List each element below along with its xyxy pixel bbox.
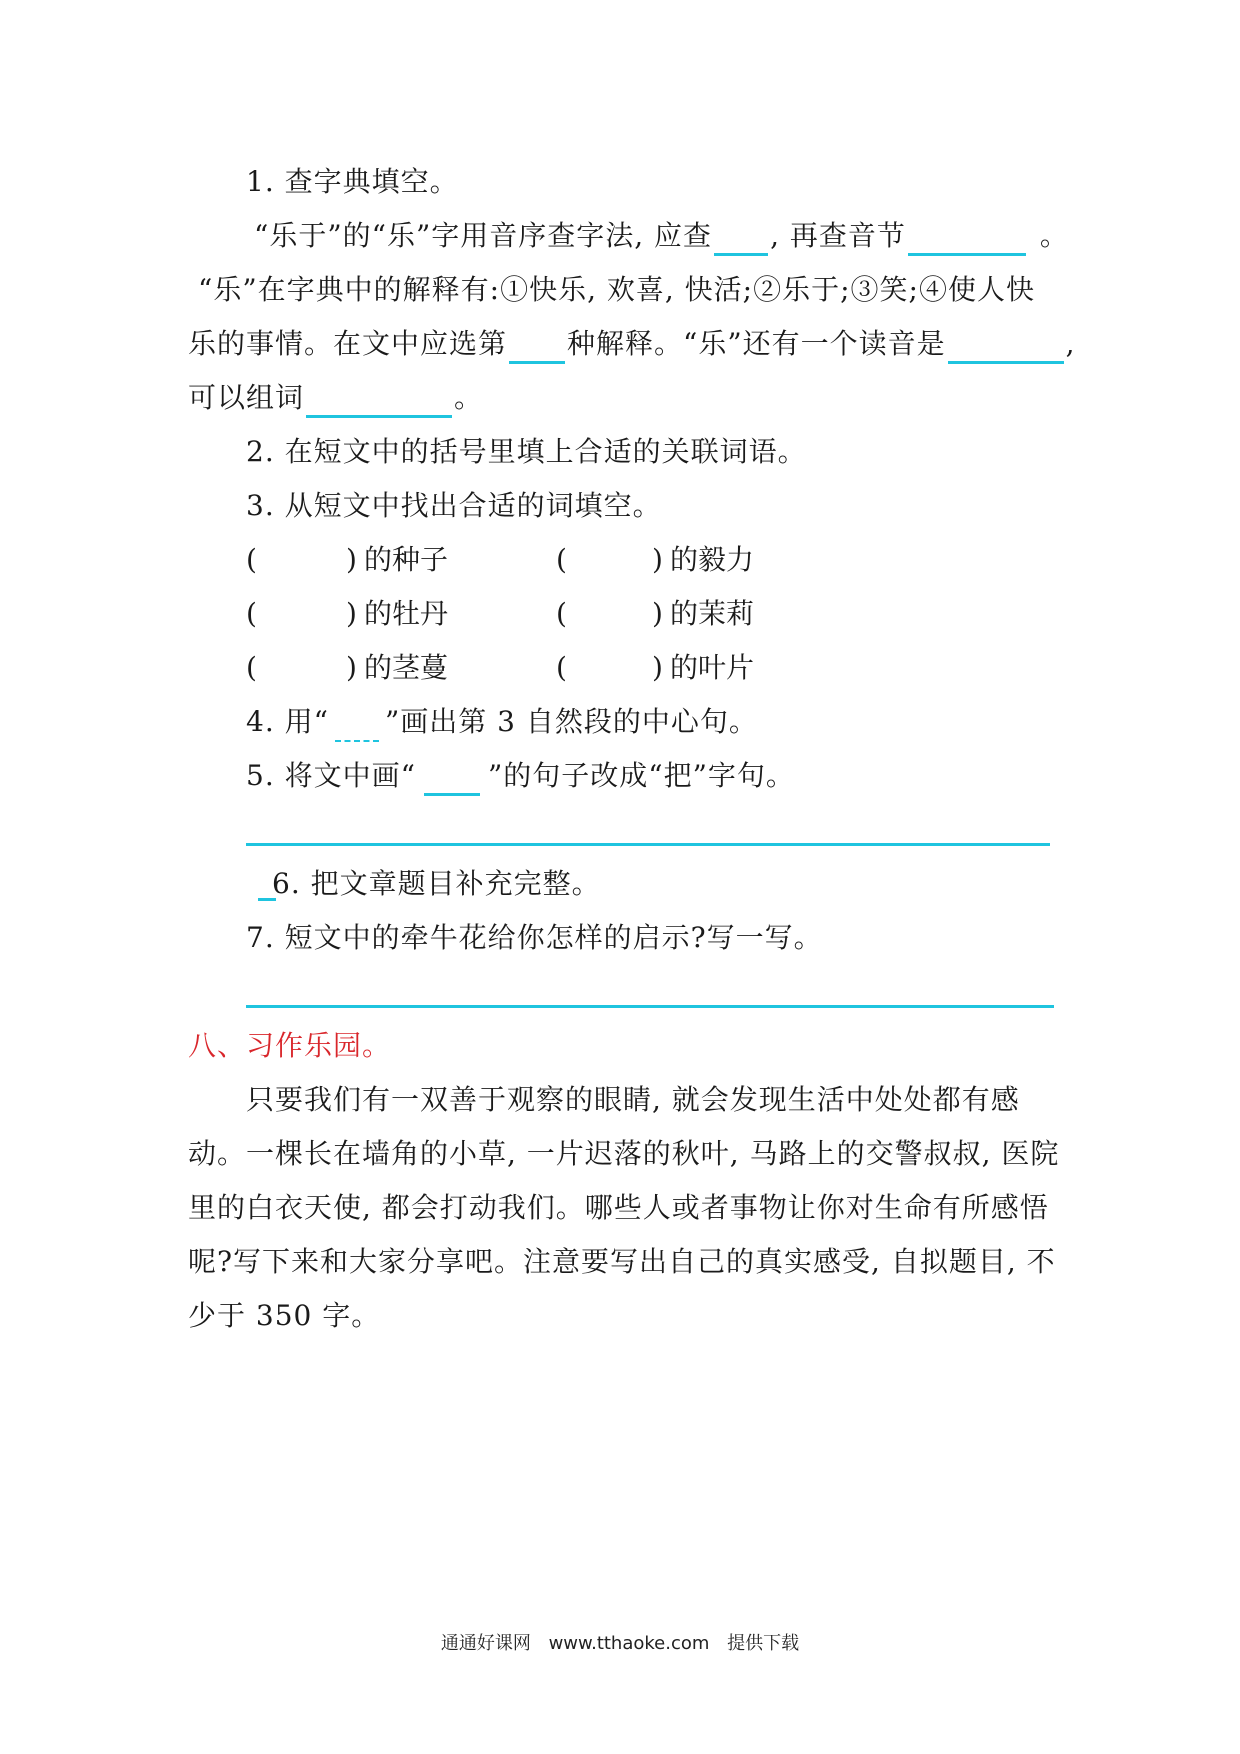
close-paren: )	[652, 651, 663, 684]
close-paren: )	[652, 543, 663, 576]
open-paren: (	[246, 597, 257, 630]
q1-blank-initial[interactable]	[714, 219, 768, 256]
close-paren: )	[346, 651, 357, 684]
q3-title: 3. 从短文中找出合适的词填空。	[246, 489, 662, 522]
q1-line4-text-a: 可以组词	[188, 381, 305, 414]
q5-text-b: ”的句子改成“把”字句。	[487, 759, 795, 792]
open-paren: (	[556, 597, 567, 630]
q1-line2: “乐”在字典中的解释有:①快乐, 欢喜, 快活;②乐于;③笑;④使人快	[198, 273, 1035, 306]
section-8-paragraph-line-2: 动。一棵长在墙角的小草, 一片迟落的秋叶, 马路上的交警叔叔, 医院	[188, 1137, 1060, 1170]
q3-item-text: 的茉莉	[670, 597, 755, 630]
q1-blank-reading[interactable]	[948, 327, 1064, 364]
footer-note: 提供下载	[727, 1633, 800, 1654]
section-8-paragraph-line-4: 呢?写下来和大家分享吧。注意要写出自己的真实感受, 自拟题目, 不	[188, 1245, 1056, 1278]
q1-blank-meaning[interactable]	[509, 327, 565, 364]
section-8-paragraph-line-1: 只要我们有一双善于观察的眼睛, 就会发现生活中处处都有感	[246, 1083, 1020, 1116]
open-paren: (	[246, 651, 257, 684]
close-paren: )	[346, 543, 357, 576]
section-8-heading: 八、习作乐园。	[188, 1029, 392, 1062]
q5-line	[246, 756, 795, 796]
q3-item-text: 的茎蔓	[364, 651, 449, 684]
open-paren: (	[246, 543, 257, 576]
q2-text: 2. 在短文中的括号里填上合适的关联词语。	[246, 435, 807, 468]
section-8-paragraph-line-3: 里的白衣天使, 都会打动我们。哪些人或者事物让你对生命有所感悟	[188, 1191, 1049, 1224]
q1-line4-text-b: 。	[454, 381, 484, 414]
q3-item-text: 的叶片	[670, 651, 755, 684]
footer-site-name: 通通好课网	[440, 1633, 531, 1654]
q4-line	[246, 702, 758, 742]
q4-text-b: ”画出第 3 自然段的中心句。	[384, 705, 758, 738]
q1-title: 1. 查字典填空。	[246, 165, 459, 198]
wavy-underline-sample	[335, 710, 379, 742]
q1-line3-text-c: ,	[1065, 327, 1076, 360]
q1-line1-text-a: “乐于”的“乐”字用音序查字法, 应查	[254, 219, 713, 252]
q3-item-text: 的种子	[364, 543, 449, 576]
q1-line3-text-b: 种解释。“乐”还有一个读音是	[567, 327, 946, 360]
q1-line1	[254, 216, 1069, 256]
q1-blank-word[interactable]	[306, 381, 452, 418]
q7-answer-line[interactable]	[246, 1005, 1054, 1008]
q6-text: 6. 把文章题目补充完整。	[272, 867, 601, 900]
q1-line1-text-c: 。	[1039, 219, 1069, 252]
close-paren: )	[346, 597, 357, 630]
q1-line4	[188, 378, 483, 418]
q3-item-text: 的毅力	[670, 543, 755, 576]
close-paren: )	[652, 597, 663, 630]
open-paren: (	[556, 543, 567, 576]
open-paren: (	[556, 651, 567, 684]
q1-line3	[188, 324, 1076, 364]
section-8-paragraph-line-5: 少于 350 字。	[188, 1299, 381, 1332]
q5-text-a: 5. 将文中画“	[246, 759, 416, 792]
q3-item-text: 的牡丹	[364, 597, 449, 630]
q7-text: 7. 短文中的牵牛花给你怎样的启示?写一写。	[246, 921, 823, 954]
straight-underline-sample	[424, 759, 480, 796]
page-footer	[0, 1632, 1240, 1656]
q1-line1-text-b: , 再查音节	[770, 219, 906, 252]
q5-answer-line[interactable]	[246, 843, 1050, 846]
footer-url[interactable]: www.tthaoke.com	[548, 1633, 710, 1654]
q1-blank-syllable[interactable]	[908, 219, 1026, 256]
q4-text-a: 4. 用“	[246, 705, 329, 738]
q1-line3-text-a: 乐的事情。在文中应选第	[188, 327, 508, 360]
